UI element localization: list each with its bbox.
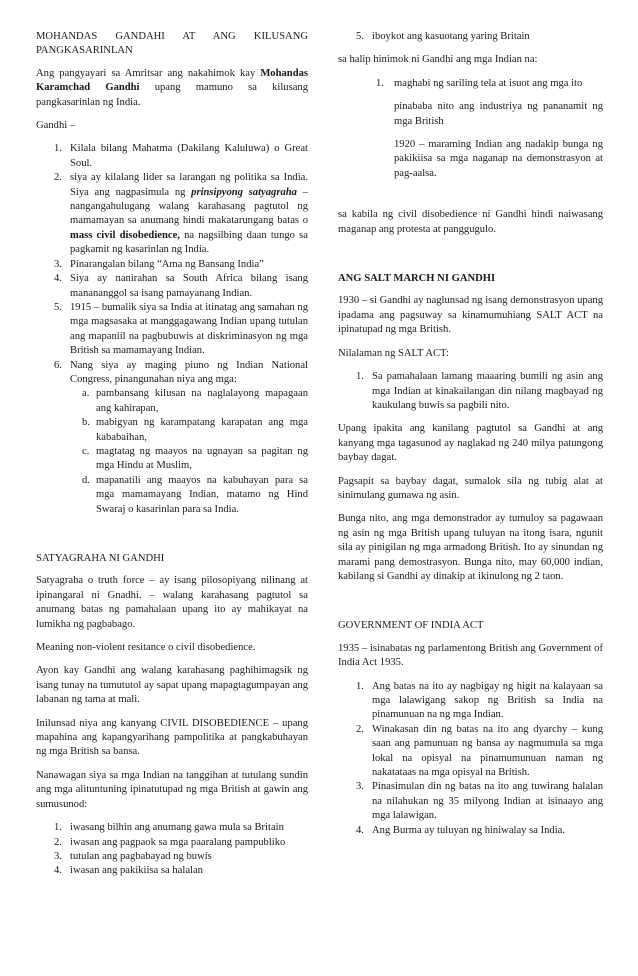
list-item: 3. Pinarangalan bilang “Ama ng Bansang India” [54,258,264,270]
sub-item: d. mapanatili ang maayos na kabuhayan para sa mga mamamayang Indian, matamo ng Hind Swaraj o kasarinlan para sa India. [82,474,308,515]
intro-text: Ang pangyayari sa Amritsar ang nakahimok kay [36,67,261,79]
sub-item: b. mabigyan ng karampatang karapatan ang mga kababaihan, [82,417,308,443]
right-column [338,30,603,847]
list-item-text: iwasan ang pakikiisa sa halalan [70,865,203,877]
list-item: 6. Nang siya ay maging piuno ng Indian National Congress, pinangunahan niya ang mga: a. pambansang kilusan na naglalayong mapagaan ang kahirapan, b. mabigyan ng karampatang karapatan ang mga kababaihan, c. magtatag ng maayos na ugnayan sa pagitan ng mga Hindu at Muslim, d. mapanatili ang maayos na kabuhayan para sa mga mamamayang Indian, matamo ng Hind Swaraj o kasarinlan para sa India. [36,359,308,517]
gandhi-facts-list [36,142,308,517]
list-item: 4. Siya ay nanirahan sa South Africa bilang isang manananggol sa isang pamayanang Indian. [54,273,308,299]
list-item: 1. Kilala bilang Mahatma (Dakilang Kaluluwa) o Great Soul. [54,143,308,169]
sub-item-text: mapanatili ang maayos na kabuhayan para sa mga mamamayang Indian, matamo ng Hind Swaraj o kasarinlan para sa India. [96,474,308,515]
list-item: 5. iboykot ang kasuotang yaring Britain [356,31,530,42]
goi-p1: 1935 – isinabatas ng parlamentong British ang Government of India Act 1935. [338,642,603,669]
list-item-text: Kilala bilang Mahatma (Dakilang Kaluluwa) o Great Soul. [70,143,308,169]
salt-p2: Nilalaman ng SALT ACT: [338,347,450,359]
list-item-text: maghabi ng sariling tela at isuot ang mga ito [394,77,583,89]
list-item-text: na nagsilbing daan tungo sa pagkamit ng kasarinlan ng India. [70,229,308,256]
boycott-list-continued [338,30,603,44]
gandhi-label: Gandhi – [36,120,76,132]
section-title-salt-march: ANG SALT MARCH NI GANDHI [338,273,496,285]
congress-sublist [70,387,308,517]
list-item: 1. Sa pamahalaan lamang maaaring bumili ng asin ang mga Indian at kinakailangan din nilang magbayad ng kaukulang buwis sa pagbili nito. [356,371,603,411]
goi-list [338,680,603,838]
list-item-text: tutulan ang pagbabayad ng buwis [70,850,212,862]
sub-item: c. magtatag ng maayos na ugnayan sa pagitan ng mga Hindu at Muslim, [82,445,308,472]
list-item-text: iwasang bilhin ang anumang gawa mula sa Britain [70,822,284,834]
boycott-list [36,821,308,879]
list-item-text: – nangangahulugang walang karahasang pagtutol ng mamamayan sa anumang hindi makatarungang batas o [70,186,308,227]
list-item: 1. maghabi ng sariling tela at isuot ang mga ito [376,77,583,89]
list-item-text: iwasan ang pagpaok sa mga paaralang pampubliko [70,836,286,848]
salt-p1: 1930 – si Gandhi ay naglunsad ng isang demonstrasyon upang ipadama ang pagsuway sa kinamumuhiang SALT ACT na ipinatupad ng mga British. [338,295,603,336]
list-item-text: Ang Burma ay tuluyan ng hiniwalay sa India. [372,824,565,836]
satyagraha-term: prinsipyong satyagraha [191,186,297,198]
list-item: 4. Ang Burma ay tuluyan ng hiniwalay sa India. [356,824,565,836]
sub-item-text: magtatag ng maayos na ugnayan sa pagitan ng mga Hindu at Muslim, [96,445,308,472]
list-item: 1. iwasang bilhin ang anumang gawa mula sa Britain [54,822,284,834]
satyagraha-p4: Inilunsad niya ang kanyang CIVIL DISOBEDIENCE – upang mapahina ang kapangyarihang pampolitika at pangkabuhayan ng mga British sa bansa. [36,717,308,758]
list-item-text: Winakasan din ng batas na ito ang dyarchy – kung saan ang pamunuan ng bansa ay nagmumula sa mga lokal na opisyal na pinamumunuan naman ng nakatataas na mga opisyal na British. [372,723,603,779]
civil-disobedience-term: mass civil disobedience, [70,229,180,241]
list-item-text: Nang siya ay maging piuno ng Indian National Congress, pinangunahan niya ang mga: [70,359,308,385]
salt-act-list [338,370,603,413]
intro-text-end: upang mamuno sa kilusang pangkasarinlan ng India. [36,82,309,108]
halip-list [338,77,603,91]
list-item-text: Ang batas na ito ay nagbigay ng higit na kalayaan sa mga lalawigang sakop ng British sa India na pinamunuan na ng mga Indian. [372,680,603,721]
satyagraha-p1: Satyagraha o truth force – ay isang pilosopiyang nilinang at ipinangaral ni Gnadhi. – walang karahasang pagtutol sa anumang batas ng pamahalaan upang ito ay mahikayat na lumikha ng pagbabago. [36,575,308,630]
satyagraha-p2: Meaning non-violent resitance o civil disobedience. [36,642,256,654]
list-item: 4. iwasan ang pakikiisa sa halalan [54,865,203,877]
left-column [36,30,308,888]
list-item: 2. Winakasan din ng batas na ito ang dyarchy – kung saan ang pamunuan ng bansa ay nagmumula sa mga lokal na opisyal na pinamumunuan naman ng nakatataas na mga opisyal na British. [356,723,603,779]
halip-paragraph: sa halip hinimok ni Gandhi ang mga Indian na: [338,54,538,66]
satyagraha-p5: Nanawagan siya sa mga Indian na tanggihan at tutulang sundin ang mga alituntuning ipinatutupad ng mga British at gawin ang sumusunod: [36,769,308,810]
list-item: 2. siya ay kilalang lider sa larangan ng politika sa India. Siya ang nagpasimula ng prinsipyong satyagraha – nangangahulugang walang karahasang pagtutol ng mamamayan sa anumang hindi makatarungang batas o mass civil disobedience, na nagsilbing daan tungo sa pagkamit ng kasarinlan ng India. [54,172,308,256]
intro-paragraph [36,67,308,110]
list-item: 5. 1915 – bumalik siya sa India at itinatag ang samahan ng mga magsasaka at manggagawang Indian upang tutulan ang mapaniil na pagbubuwis at diskriminasyon ng mga British sa mamamayang Indian. [54,301,308,357]
sub-item: a. pambansang kilusan na naglalayong mapagaan ang kahirapan, [82,388,308,414]
satyagraha-p3: Ayon kay Gandhi ang walang karahasang paghihimagsik ng isang tunay na tumututol ay sapat upang mapagtagumpayan ang labanan ng tama at mali. [36,665,308,706]
halip-note-1: pinababa nito ang industriya ng pananamit ng mga British [394,101,603,127]
salt-p5: Bunga nito, ang mga demonstrador ay tumuloy sa pagawaan ng asin ng mga British upang tuluyan na itong isara, ngunit sila ay pinigilan ng mga armadong British. Ito ay sinundan ng marami pang demostrasyon. Bunga nito, may 60,000 indian, kabilang si Gandhi ay dinakip at ikinulong ng 2 taon. [338,513,603,582]
sakabila-paragraph: sa kabila ng civil disobedience ni Gandhi hindi naiwasang maganap ang protesta at panggugulo. [338,209,603,235]
list-item: 3. tutulan ang pagbabayad ng buwis [54,850,212,862]
sub-item-text: pambansang kilusan na naglalayong mapagaan ang kahirapan, [96,388,308,414]
section-title-goi-act: GOVERNMENT OF INDIA ACT [338,620,484,632]
list-item-text: siya ay kilalang lider sa larangan ng politika sa India. Siya ang nagpasimula ng [70,172,308,198]
list-item-text: iboykot ang kasuotang yaring Britain [372,31,530,42]
section-title-gandhi: MOHANDAS GANDAHI AT ANG KILUSANG PANGKASARINLAN [36,31,308,57]
list-item-text: Pinasimulan din ng batas na ito ang tuwirang halalan na nilahukan ng 35 milyong Indian at isinaayo ang mga lalawigan. [372,781,603,822]
sub-item-text: mabigyan ng karampatang karapatan ang mga kababaihan, [96,417,308,443]
salt-p4: Pagsapit sa baybay dagat, sumalok sila ng tubig alat at sinimulang gumawa ng asin. [338,475,603,501]
intro-name: Mohandas Karamchad Gandhi [36,67,308,94]
list-item-text: 1915 – bumalik siya sa India at itinatag ang samahan ng mga magsasaka at manggagawang Indian upang tutulan ang mapaniil na pagbubuwis at diskriminasyon ng mga British sa mamamayang Indian. [70,301,308,357]
list-item: 1. Ang batas na ito ay nagbigay ng higit na kalayaan sa mga lalawigang sakop ng British sa India na pinamunuan na ng mga Indian. [356,680,603,721]
list-item-text: Pinarangalan bilang “Ama ng Bansang India” [70,258,264,270]
list-item: 3. Pinasimulan din ng batas na ito ang tuwirang halalan na nilahukan ng 35 milyong Indian at isinaayo ang mga lalawigan. [356,781,603,822]
list-item-text: Siya ay nanirahan sa South Africa bilang isang manananggol sa isang pamayanang Indian. [70,273,308,299]
halip-note-2: 1920 – maraming Indian ang nadakip bunga ng pakikiisa sa mga naganap na demonstrasyon at pag-aalsa. [394,139,603,179]
salt-p3: Upang ipakita ang kanilang pagtutol sa Gandhi at ang kanyang mga tagasunod ay naglakad ng 240 milya patungong baybay dagat. [338,423,603,464]
list-item-text: Sa pamahalaan lamang maaaring bumili ng asin ang mga Indian at kinakailangan din nilang magbayad ng kaukulang buwis sa pagbili nito. [372,371,603,411]
section-title-satyagraha: SATYAGRAHA NI GANDHI [36,553,165,564]
list-item: 2. iwasan ang pagpaok sa mga paaralang pampubliko [54,836,286,848]
